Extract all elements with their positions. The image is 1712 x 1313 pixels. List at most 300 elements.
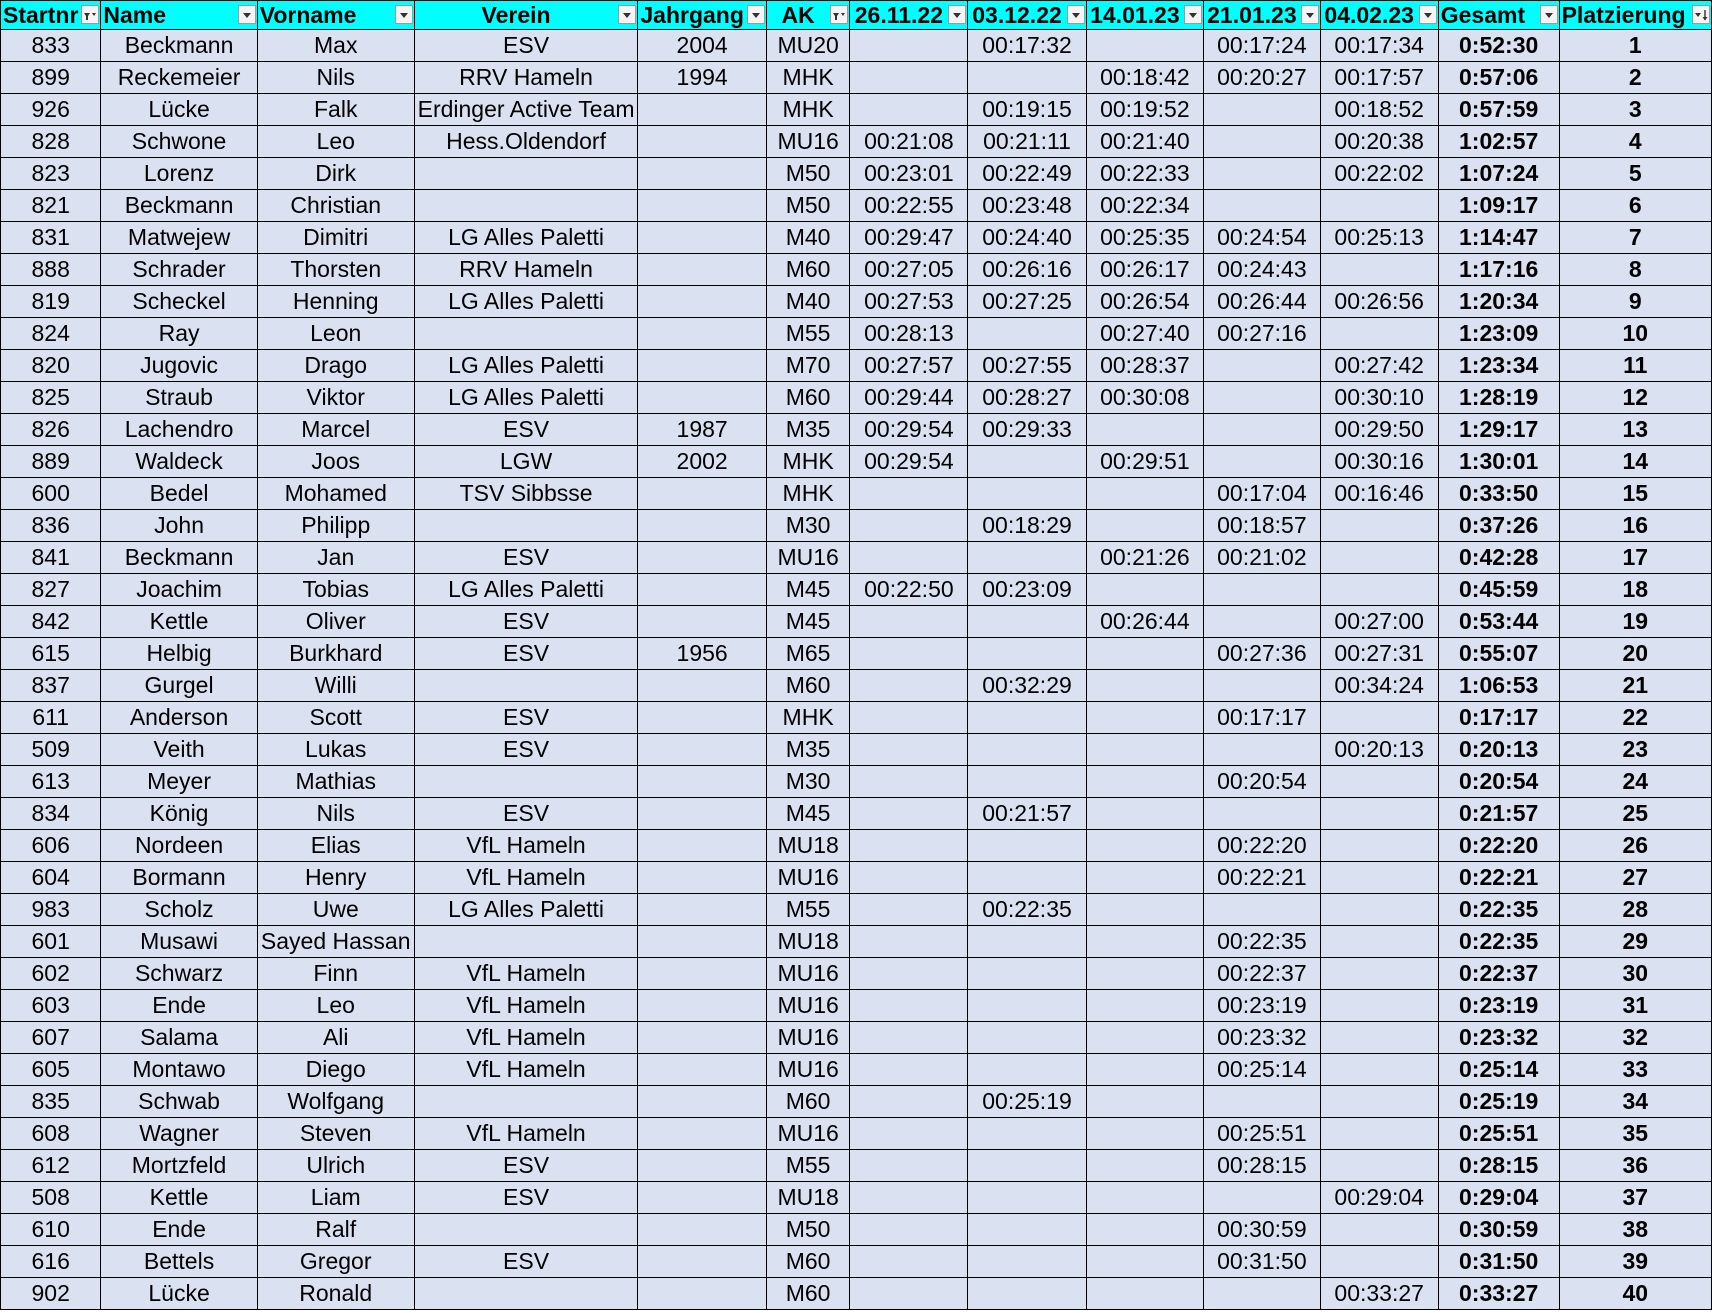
- cell-verein[interactable]: ESV: [414, 414, 638, 446]
- cell-time-26-11-22[interactable]: [850, 766, 968, 798]
- cell-gesamt[interactable]: 0:23:19: [1438, 990, 1559, 1022]
- cell-vorname[interactable]: Philipp: [257, 510, 414, 542]
- cell-time-14-01-23[interactable]: [1086, 1118, 1204, 1150]
- cell-verein[interactable]: ESV: [414, 702, 638, 734]
- cell-name[interactable]: Lachendro: [101, 414, 257, 446]
- cell-ak[interactable]: M45: [766, 606, 849, 638]
- cell-gesamt[interactable]: 0:22:37: [1438, 958, 1559, 990]
- cell-ak[interactable]: MU16: [766, 958, 849, 990]
- cell-jahrgang[interactable]: [638, 926, 767, 958]
- cell-time-04-02-23[interactable]: 00:16:46: [1320, 478, 1438, 510]
- cell-gesamt[interactable]: 0:30:59: [1438, 1214, 1559, 1246]
- cell-jahrgang[interactable]: [638, 254, 767, 286]
- cell-time-21-01-23[interactable]: 00:17:24: [1204, 30, 1320, 62]
- cell-time-04-02-23[interactable]: [1320, 862, 1438, 894]
- cell-time-14-01-23[interactable]: [1086, 510, 1204, 542]
- cell-time-03-12-22[interactable]: 00:27:25: [968, 286, 1086, 318]
- cell-time-04-02-23[interactable]: [1320, 574, 1438, 606]
- cell-name[interactable]: Gurgel: [101, 670, 257, 702]
- dropdown-arrow-icon[interactable]: [238, 5, 256, 24]
- cell-time-14-01-23[interactable]: 00:18:42: [1086, 62, 1204, 94]
- cell-startnr[interactable]: 899: [1, 62, 101, 94]
- cell-time-14-01-23[interactable]: [1086, 638, 1204, 670]
- cell-time-04-02-23[interactable]: [1320, 190, 1438, 222]
- cell-vorname[interactable]: Henning: [257, 286, 414, 318]
- cell-jahrgang[interactable]: [638, 574, 767, 606]
- cell-ak[interactable]: MU16: [766, 126, 849, 158]
- cell-time-04-02-23[interactable]: [1320, 254, 1438, 286]
- cell-time-21-01-23[interactable]: [1204, 574, 1320, 606]
- cell-time-03-12-22[interactable]: [968, 446, 1086, 478]
- cell-platzierung[interactable]: 4: [1559, 126, 1711, 158]
- cell-verein[interactable]: ESV: [414, 1246, 638, 1278]
- cell-time-03-12-22[interactable]: [968, 478, 1086, 510]
- cell-name[interactable]: König: [101, 798, 257, 830]
- cell-name[interactable]: Salama: [101, 1022, 257, 1054]
- cell-time-04-02-23[interactable]: 00:27:42: [1320, 350, 1438, 382]
- cell-time-14-01-23[interactable]: [1086, 1278, 1204, 1310]
- cell-jahrgang[interactable]: [638, 606, 767, 638]
- cell-ak[interactable]: M35: [766, 734, 849, 766]
- cell-time-26-11-22[interactable]: [850, 62, 968, 94]
- cell-name[interactable]: Schwarz: [101, 958, 257, 990]
- cell-time-26-11-22[interactable]: [850, 30, 968, 62]
- cell-time-14-01-23[interactable]: [1086, 1214, 1204, 1246]
- cell-ak[interactable]: M55: [766, 318, 849, 350]
- cell-verein[interactable]: RRV Hameln: [414, 254, 638, 286]
- cell-name[interactable]: Bormann: [101, 862, 257, 894]
- cell-gesamt[interactable]: 0:22:35: [1438, 894, 1559, 926]
- cell-time-21-01-23[interactable]: 00:22:21: [1204, 862, 1320, 894]
- cell-time-04-02-23[interactable]: 00:30:16: [1320, 446, 1438, 478]
- cell-gesamt[interactable]: 1:14:47: [1438, 222, 1559, 254]
- cell-time-26-11-22[interactable]: 00:22:50: [850, 574, 968, 606]
- cell-time-14-01-23[interactable]: [1086, 30, 1204, 62]
- cell-gesamt[interactable]: 1:20:34: [1438, 286, 1559, 318]
- cell-jahrgang[interactable]: 1994: [638, 62, 767, 94]
- cell-time-14-01-23[interactable]: [1086, 1150, 1204, 1182]
- cell-time-26-11-22[interactable]: 00:29:54: [850, 414, 968, 446]
- cell-time-26-11-22[interactable]: [850, 1182, 968, 1214]
- cell-startnr[interactable]: 926: [1, 94, 101, 126]
- cell-ak[interactable]: MU16: [766, 542, 849, 574]
- cell-gesamt[interactable]: 0:21:57: [1438, 798, 1559, 830]
- cell-time-14-01-23[interactable]: 00:19:52: [1086, 94, 1204, 126]
- cell-jahrgang[interactable]: [638, 94, 767, 126]
- cell-jahrgang[interactable]: [638, 1246, 767, 1278]
- cell-time-26-11-22[interactable]: [850, 478, 968, 510]
- cell-time-14-01-23[interactable]: 00:28:37: [1086, 350, 1204, 382]
- cell-startnr[interactable]: 820: [1, 350, 101, 382]
- cell-time-04-02-23[interactable]: [1320, 958, 1438, 990]
- cell-time-21-01-23[interactable]: 00:23:19: [1204, 990, 1320, 1022]
- cell-time-14-01-23[interactable]: [1086, 990, 1204, 1022]
- cell-platzierung[interactable]: 1: [1559, 30, 1711, 62]
- dropdown-arrow-icon[interactable]: [1184, 5, 1202, 24]
- cell-vorname[interactable]: Wolfgang: [257, 1086, 414, 1118]
- cell-time-21-01-23[interactable]: 00:24:54: [1204, 222, 1320, 254]
- cell-name[interactable]: Wagner: [101, 1118, 257, 1150]
- cell-time-21-01-23[interactable]: [1204, 894, 1320, 926]
- cell-time-14-01-23[interactable]: 00:22:33: [1086, 158, 1204, 190]
- cell-ak[interactable]: M30: [766, 510, 849, 542]
- cell-jahrgang[interactable]: [638, 158, 767, 190]
- cell-vorname[interactable]: Mohamed: [257, 478, 414, 510]
- cell-verein[interactable]: VfL Hameln: [414, 990, 638, 1022]
- cell-jahrgang[interactable]: 2002: [638, 446, 767, 478]
- cell-startnr[interactable]: 616: [1, 1246, 101, 1278]
- cell-time-04-02-23[interactable]: [1320, 926, 1438, 958]
- cell-verein[interactable]: VfL Hameln: [414, 958, 638, 990]
- cell-time-26-11-22[interactable]: [850, 510, 968, 542]
- cell-gesamt[interactable]: 0:29:04: [1438, 1182, 1559, 1214]
- cell-vorname[interactable]: Ulrich: [257, 1150, 414, 1182]
- cell-startnr[interactable]: 836: [1, 510, 101, 542]
- cell-time-26-11-22[interactable]: 00:27:53: [850, 286, 968, 318]
- cell-ak[interactable]: M60: [766, 382, 849, 414]
- cell-time-03-12-22[interactable]: 00:29:33: [968, 414, 1086, 446]
- cell-time-04-02-23[interactable]: [1320, 702, 1438, 734]
- cell-time-26-11-22[interactable]: 00:28:13: [850, 318, 968, 350]
- cell-vorname[interactable]: Marcel: [257, 414, 414, 446]
- cell-time-21-01-23[interactable]: 00:22:37: [1204, 958, 1320, 990]
- cell-ak[interactable]: M30: [766, 766, 849, 798]
- cell-gesamt[interactable]: 0:31:50: [1438, 1246, 1559, 1278]
- cell-jahrgang[interactable]: 1987: [638, 414, 767, 446]
- cell-time-14-01-23[interactable]: 00:21:26: [1086, 542, 1204, 574]
- cell-time-21-01-23[interactable]: [1204, 190, 1320, 222]
- cell-time-14-01-23[interactable]: [1086, 670, 1204, 702]
- cell-time-04-02-23[interactable]: [1320, 766, 1438, 798]
- cell-gesamt[interactable]: 0:55:07: [1438, 638, 1559, 670]
- cell-startnr[interactable]: 842: [1, 606, 101, 638]
- cell-time-04-02-23[interactable]: 00:26:56: [1320, 286, 1438, 318]
- cell-jahrgang[interactable]: [638, 542, 767, 574]
- cell-vorname[interactable]: Liam: [257, 1182, 414, 1214]
- cell-name[interactable]: John: [101, 510, 257, 542]
- cell-time-21-01-23[interactable]: [1204, 350, 1320, 382]
- cell-verein[interactable]: ESV: [414, 734, 638, 766]
- cell-name[interactable]: Lücke: [101, 94, 257, 126]
- cell-vorname[interactable]: Falk: [257, 94, 414, 126]
- cell-platzierung[interactable]: 11: [1559, 350, 1711, 382]
- cell-time-03-12-22[interactable]: 00:24:40: [968, 222, 1086, 254]
- cell-time-14-01-23[interactable]: [1086, 798, 1204, 830]
- cell-vorname[interactable]: Uwe: [257, 894, 414, 926]
- cell-gesamt[interactable]: 1:30:01: [1438, 446, 1559, 478]
- cell-vorname[interactable]: Henry: [257, 862, 414, 894]
- cell-gesamt[interactable]: 0:57:59: [1438, 94, 1559, 126]
- cell-verein[interactable]: VfL Hameln: [414, 1022, 638, 1054]
- cell-gesamt[interactable]: 0:42:28: [1438, 542, 1559, 574]
- cell-time-21-01-23[interactable]: 00:17:17: [1204, 702, 1320, 734]
- cell-time-03-12-22[interactable]: [968, 638, 1086, 670]
- cell-vorname[interactable]: Christian: [257, 190, 414, 222]
- cell-time-14-01-23[interactable]: 00:26:17: [1086, 254, 1204, 286]
- cell-jahrgang[interactable]: [638, 830, 767, 862]
- cell-time-03-12-22[interactable]: 00:19:15: [968, 94, 1086, 126]
- cell-time-26-11-22[interactable]: 00:23:01: [850, 158, 968, 190]
- cell-time-21-01-23[interactable]: [1204, 734, 1320, 766]
- cell-platzierung[interactable]: 20: [1559, 638, 1711, 670]
- cell-time-04-02-23[interactable]: [1320, 542, 1438, 574]
- cell-startnr[interactable]: 509: [1, 734, 101, 766]
- cell-name[interactable]: Veith: [101, 734, 257, 766]
- cell-time-21-01-23[interactable]: 00:17:04: [1204, 478, 1320, 510]
- cell-verein[interactable]: [414, 158, 638, 190]
- cell-jahrgang[interactable]: [638, 1022, 767, 1054]
- cell-time-03-12-22[interactable]: [968, 1278, 1086, 1310]
- cell-gesamt[interactable]: 1:23:34: [1438, 350, 1559, 382]
- cell-vorname[interactable]: Ronald: [257, 1278, 414, 1310]
- cell-time-21-01-23[interactable]: 00:23:32: [1204, 1022, 1320, 1054]
- cell-time-21-01-23[interactable]: [1204, 94, 1320, 126]
- cell-startnr[interactable]: 608: [1, 1118, 101, 1150]
- dropdown-arrow-icon[interactable]: [1419, 5, 1437, 24]
- cell-time-14-01-23[interactable]: [1086, 926, 1204, 958]
- cell-time-21-01-23[interactable]: [1204, 126, 1320, 158]
- cell-time-26-11-22[interactable]: [850, 670, 968, 702]
- cell-time-26-11-22[interactable]: [850, 1150, 968, 1182]
- sort-filter-icon[interactable]: [1692, 5, 1710, 24]
- cell-verein[interactable]: ESV: [414, 1182, 638, 1214]
- cell-time-21-01-23[interactable]: 00:25:51: [1204, 1118, 1320, 1150]
- cell-time-21-01-23[interactable]: [1204, 670, 1320, 702]
- cell-time-04-02-23[interactable]: [1320, 1022, 1438, 1054]
- cell-ak[interactable]: MU16: [766, 1022, 849, 1054]
- cell-vorname[interactable]: Dimitri: [257, 222, 414, 254]
- cell-name[interactable]: Musawi: [101, 926, 257, 958]
- cell-time-03-12-22[interactable]: 00:22:49: [968, 158, 1086, 190]
- cell-time-03-12-22[interactable]: [968, 318, 1086, 350]
- cell-vorname[interactable]: Viktor: [257, 382, 414, 414]
- cell-startnr[interactable]: 611: [1, 702, 101, 734]
- cell-vorname[interactable]: Thorsten: [257, 254, 414, 286]
- cell-time-04-02-23[interactable]: 00:25:13: [1320, 222, 1438, 254]
- cell-time-04-02-23[interactable]: 00:20:38: [1320, 126, 1438, 158]
- cell-startnr[interactable]: 823: [1, 158, 101, 190]
- cell-time-14-01-23[interactable]: [1086, 1246, 1204, 1278]
- cell-jahrgang[interactable]: [638, 1086, 767, 1118]
- cell-time-03-12-22[interactable]: 00:25:19: [968, 1086, 1086, 1118]
- cell-platzierung[interactable]: 3: [1559, 94, 1711, 126]
- cell-ak[interactable]: MU16: [766, 1054, 849, 1086]
- cell-jahrgang[interactable]: [638, 670, 767, 702]
- cell-time-14-01-23[interactable]: [1086, 734, 1204, 766]
- cell-time-26-11-22[interactable]: [850, 1278, 968, 1310]
- cell-time-26-11-22[interactable]: 00:29:54: [850, 446, 968, 478]
- cell-verein[interactable]: ESV: [414, 606, 638, 638]
- cell-name[interactable]: Ende: [101, 1214, 257, 1246]
- cell-verein[interactable]: [414, 926, 638, 958]
- cell-time-14-01-23[interactable]: 00:30:08: [1086, 382, 1204, 414]
- cell-time-04-02-23[interactable]: [1320, 830, 1438, 862]
- cell-time-26-11-22[interactable]: 00:27:57: [850, 350, 968, 382]
- cell-gesamt[interactable]: 0:22:35: [1438, 926, 1559, 958]
- cell-verein[interactable]: ESV: [414, 1150, 638, 1182]
- cell-time-03-12-22[interactable]: 00:32:29: [968, 670, 1086, 702]
- cell-time-03-12-22[interactable]: [968, 1118, 1086, 1150]
- dropdown-arrow-icon[interactable]: [1067, 5, 1085, 24]
- cell-platzierung[interactable]: 17: [1559, 542, 1711, 574]
- cell-jahrgang[interactable]: [638, 510, 767, 542]
- cell-verein[interactable]: VfL Hameln: [414, 862, 638, 894]
- cell-vorname[interactable]: Willi: [257, 670, 414, 702]
- cell-verein[interactable]: [414, 1278, 638, 1310]
- cell-jahrgang[interactable]: [638, 318, 767, 350]
- cell-time-21-01-23[interactable]: 00:22:35: [1204, 926, 1320, 958]
- cell-platzierung[interactable]: 23: [1559, 734, 1711, 766]
- cell-time-14-01-23[interactable]: 00:29:51: [1086, 446, 1204, 478]
- cell-time-03-12-22[interactable]: [968, 958, 1086, 990]
- cell-gesamt[interactable]: 0:37:26: [1438, 510, 1559, 542]
- cell-jahrgang[interactable]: [638, 990, 767, 1022]
- cell-time-04-02-23[interactable]: [1320, 1150, 1438, 1182]
- cell-platzierung[interactable]: 19: [1559, 606, 1711, 638]
- cell-gesamt[interactable]: 0:22:21: [1438, 862, 1559, 894]
- cell-startnr[interactable]: 902: [1, 1278, 101, 1310]
- cell-time-26-11-22[interactable]: [850, 606, 968, 638]
- cell-gesamt[interactable]: 1:29:17: [1438, 414, 1559, 446]
- cell-ak[interactable]: M60: [766, 1086, 849, 1118]
- cell-jahrgang[interactable]: [638, 1118, 767, 1150]
- cell-verein[interactable]: TSV Sibbsse: [414, 478, 638, 510]
- cell-ak[interactable]: M40: [766, 222, 849, 254]
- cell-ak[interactable]: MU16: [766, 862, 849, 894]
- cell-time-26-11-22[interactable]: [850, 990, 968, 1022]
- cell-verein[interactable]: [414, 1214, 638, 1246]
- cell-platzierung[interactable]: 9: [1559, 286, 1711, 318]
- filter-funnel-icon[interactable]: [81, 5, 99, 24]
- cell-vorname[interactable]: Lukas: [257, 734, 414, 766]
- cell-verein[interactable]: ESV: [414, 542, 638, 574]
- cell-gesamt[interactable]: 0:28:15: [1438, 1150, 1559, 1182]
- cell-gesamt[interactable]: 1:07:24: [1438, 158, 1559, 190]
- cell-time-26-11-22[interactable]: [850, 542, 968, 574]
- cell-startnr[interactable]: 612: [1, 1150, 101, 1182]
- cell-time-26-11-22[interactable]: 00:29:47: [850, 222, 968, 254]
- cell-name[interactable]: Straub: [101, 382, 257, 414]
- cell-ak[interactable]: M60: [766, 1278, 849, 1310]
- cell-startnr[interactable]: 837: [1, 670, 101, 702]
- cell-startnr[interactable]: 819: [1, 286, 101, 318]
- cell-time-26-11-22[interactable]: 00:29:44: [850, 382, 968, 414]
- cell-gesamt[interactable]: 0:52:30: [1438, 30, 1559, 62]
- cell-verein[interactable]: VfL Hameln: [414, 830, 638, 862]
- cell-time-03-12-22[interactable]: 00:21:57: [968, 798, 1086, 830]
- cell-jahrgang[interactable]: [638, 862, 767, 894]
- cell-time-14-01-23[interactable]: 00:21:40: [1086, 126, 1204, 158]
- cell-time-21-01-23[interactable]: [1204, 606, 1320, 638]
- cell-time-21-01-23[interactable]: 00:30:59: [1204, 1214, 1320, 1246]
- cell-time-03-12-22[interactable]: [968, 702, 1086, 734]
- cell-name[interactable]: Jugovic: [101, 350, 257, 382]
- cell-jahrgang[interactable]: [638, 222, 767, 254]
- cell-ak[interactable]: MU20: [766, 30, 849, 62]
- cell-platzierung[interactable]: 2: [1559, 62, 1711, 94]
- cell-startnr[interactable]: 508: [1, 1182, 101, 1214]
- cell-platzierung[interactable]: 29: [1559, 926, 1711, 958]
- cell-time-04-02-23[interactable]: 00:17:57: [1320, 62, 1438, 94]
- cell-time-03-12-22[interactable]: 00:17:32: [968, 30, 1086, 62]
- cell-ak[interactable]: M50: [766, 190, 849, 222]
- cell-ak[interactable]: M35: [766, 414, 849, 446]
- cell-platzierung[interactable]: 31: [1559, 990, 1711, 1022]
- cell-gesamt[interactable]: 0:20:13: [1438, 734, 1559, 766]
- cell-vorname[interactable]: Leo: [257, 126, 414, 158]
- cell-time-14-01-23[interactable]: [1086, 862, 1204, 894]
- cell-time-26-11-22[interactable]: [850, 94, 968, 126]
- cell-vorname[interactable]: Steven: [257, 1118, 414, 1150]
- cell-vorname[interactable]: Nils: [257, 62, 414, 94]
- cell-startnr[interactable]: 841: [1, 542, 101, 574]
- cell-time-14-01-23[interactable]: [1086, 958, 1204, 990]
- cell-jahrgang[interactable]: 1956: [638, 638, 767, 670]
- cell-time-26-11-22[interactable]: [850, 734, 968, 766]
- cell-platzierung[interactable]: 21: [1559, 670, 1711, 702]
- cell-verein[interactable]: VfL Hameln: [414, 1118, 638, 1150]
- cell-time-21-01-23[interactable]: [1204, 1278, 1320, 1310]
- cell-jahrgang[interactable]: [638, 478, 767, 510]
- cell-time-26-11-22[interactable]: [850, 1086, 968, 1118]
- dropdown-arrow-icon[interactable]: [618, 5, 636, 24]
- cell-startnr[interactable]: 602: [1, 958, 101, 990]
- cell-platzierung[interactable]: 15: [1559, 478, 1711, 510]
- cell-verein[interactable]: ESV: [414, 638, 638, 670]
- cell-verein[interactable]: VfL Hameln: [414, 1054, 638, 1086]
- cell-gesamt[interactable]: 1:28:19: [1438, 382, 1559, 414]
- cell-platzierung[interactable]: 40: [1559, 1278, 1711, 1310]
- cell-vorname[interactable]: Gregor: [257, 1246, 414, 1278]
- cell-ak[interactable]: MHK: [766, 446, 849, 478]
- cell-ak[interactable]: M70: [766, 350, 849, 382]
- cell-name[interactable]: Schwab: [101, 1086, 257, 1118]
- cell-platzierung[interactable]: 5: [1559, 158, 1711, 190]
- cell-platzierung[interactable]: 37: [1559, 1182, 1711, 1214]
- cell-name[interactable]: Helbig: [101, 638, 257, 670]
- cell-time-04-02-23[interactable]: [1320, 1214, 1438, 1246]
- cell-vorname[interactable]: Jan: [257, 542, 414, 574]
- cell-vorname[interactable]: Oliver: [257, 606, 414, 638]
- cell-name[interactable]: Scholz: [101, 894, 257, 926]
- cell-name[interactable]: Mortzfeld: [101, 1150, 257, 1182]
- cell-platzierung[interactable]: 26: [1559, 830, 1711, 862]
- cell-name[interactable]: Kettle: [101, 606, 257, 638]
- cell-platzierung[interactable]: 13: [1559, 414, 1711, 446]
- cell-jahrgang[interactable]: [638, 1278, 767, 1310]
- dropdown-arrow-icon[interactable]: [395, 5, 413, 24]
- cell-name[interactable]: Bedel: [101, 478, 257, 510]
- dropdown-arrow-icon[interactable]: [1301, 5, 1319, 24]
- cell-time-21-01-23[interactable]: [1204, 1086, 1320, 1118]
- cell-verein[interactable]: LGW: [414, 446, 638, 478]
- cell-startnr[interactable]: 833: [1, 30, 101, 62]
- cell-time-03-12-22[interactable]: 00:27:55: [968, 350, 1086, 382]
- cell-verein[interactable]: [414, 510, 638, 542]
- cell-time-04-02-23[interactable]: [1320, 1086, 1438, 1118]
- cell-time-04-02-23[interactable]: 00:20:13: [1320, 734, 1438, 766]
- cell-platzierung[interactable]: 38: [1559, 1214, 1711, 1246]
- cell-ak[interactable]: MU18: [766, 1182, 849, 1214]
- cell-verein[interactable]: [414, 1086, 638, 1118]
- cell-time-26-11-22[interactable]: [850, 958, 968, 990]
- cell-time-26-11-22[interactable]: [850, 830, 968, 862]
- cell-time-21-01-23[interactable]: [1204, 158, 1320, 190]
- cell-verein[interactable]: [414, 318, 638, 350]
- cell-time-21-01-23[interactable]: 00:18:57: [1204, 510, 1320, 542]
- cell-startnr[interactable]: 888: [1, 254, 101, 286]
- cell-name[interactable]: Meyer: [101, 766, 257, 798]
